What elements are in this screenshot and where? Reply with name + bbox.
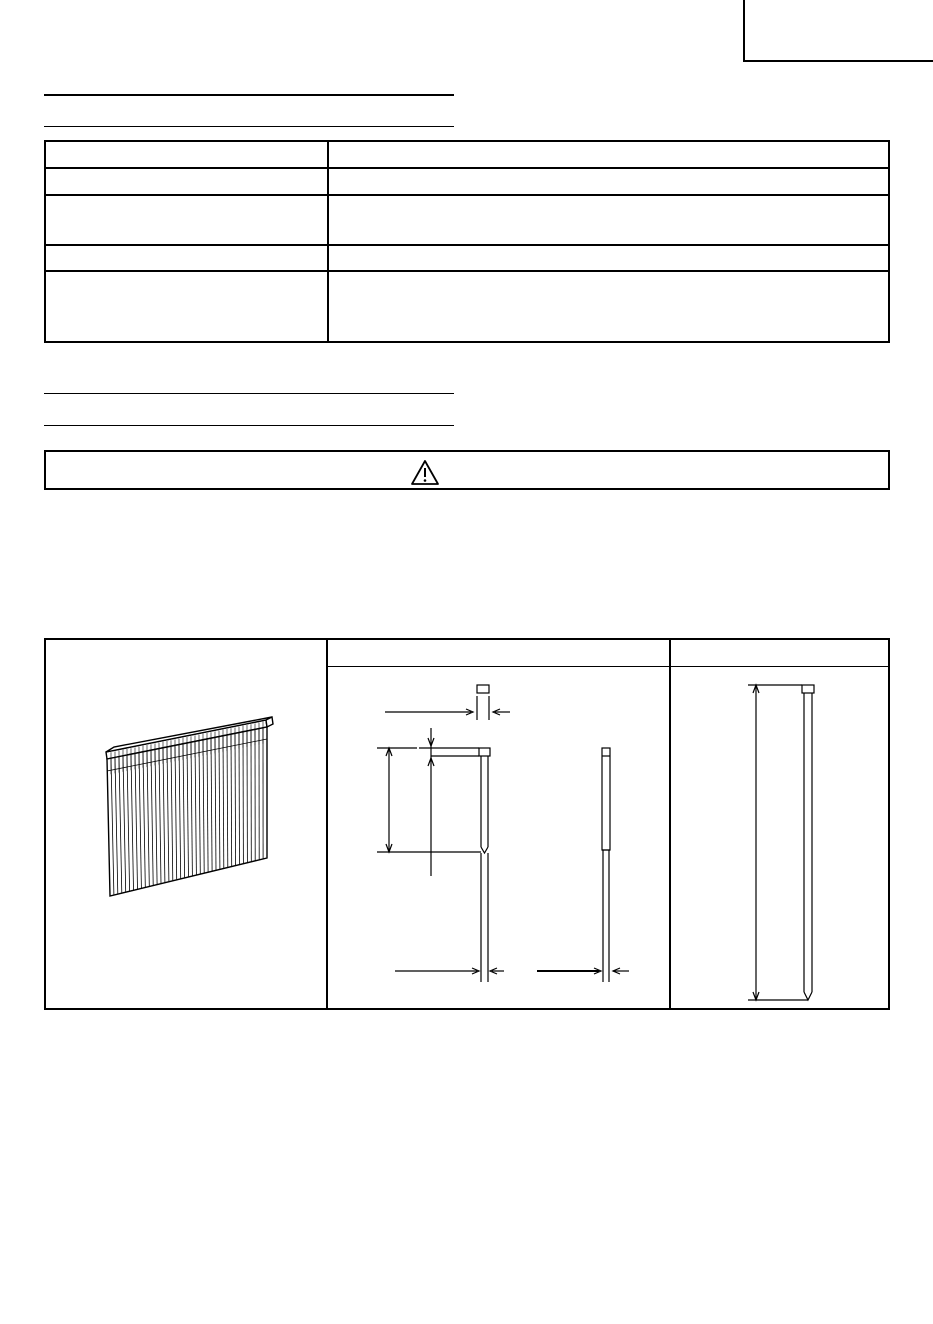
nail-strip-illustration [46, 640, 326, 1008]
spec-value [328, 141, 889, 168]
table-row [45, 245, 889, 271]
table-row [45, 141, 889, 168]
spec-label [45, 245, 328, 271]
nail-figure-box [44, 638, 890, 1010]
section-heading-rule-top [44, 393, 454, 394]
spec-label [45, 168, 328, 195]
specifications-table [44, 140, 890, 343]
nail-dimension-drawing [327, 640, 669, 1008]
spec-label [45, 195, 328, 245]
page-tab [743, 0, 933, 62]
strip-nail-line [239, 733, 240, 865]
section-heading-rule-top [44, 94, 454, 96]
spec-label [45, 271, 328, 342]
spec-value [328, 195, 889, 245]
section-heading-rule-bottom [44, 425, 454, 426]
table-row [45, 168, 889, 195]
section-heading-rule-bottom [44, 126, 454, 127]
warning-box [44, 450, 890, 490]
spec-value [328, 271, 889, 342]
specifications-heading [44, 100, 454, 122]
warning-triangle-icon [410, 459, 440, 487]
table-row [45, 271, 889, 342]
nail-length-drawing [670, 640, 889, 1008]
table-row [45, 195, 889, 245]
spec-label [45, 141, 328, 168]
spec-value [328, 168, 889, 195]
nail-selection-heading [44, 398, 454, 420]
spec-value [328, 245, 889, 271]
